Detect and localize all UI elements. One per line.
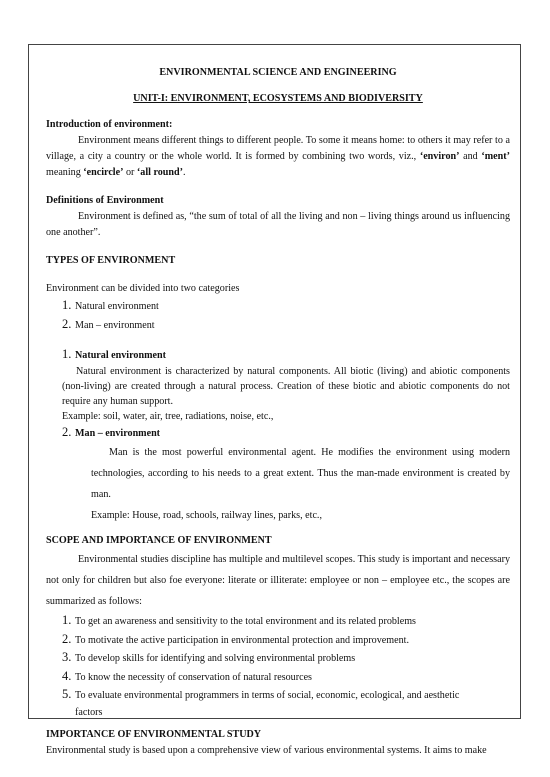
list-text: To motivate the active participation in environmental protection and improvement.: [75, 634, 409, 646]
importance-heading: IMPORTANCE OF ENVIRONMENTAL STUDY: [46, 728, 262, 740]
section-number: 2.: [62, 425, 72, 439]
unit-title: UNIT-I: ENVIRONMENT, ECOSYSTEMS AND BIODIVERSITY: [133, 93, 423, 104]
list-number: 1.: [62, 613, 72, 627]
list-item-continuation: factors: [75, 706, 103, 718]
natural-example: Example: soil, water, air, tree, radiations, noise, etc.,: [62, 411, 274, 422]
intro-heading: Introduction of environment:: [46, 119, 173, 130]
list-item: [62, 668, 510, 687]
list-text: To get an awareness and sensitivity to the total environment and its related problems: [75, 616, 416, 627]
list-text: Man – environment: [75, 319, 155, 331]
intro-and: and: [459, 151, 482, 162]
section-number: 1.: [62, 347, 72, 361]
man-section: [46, 424, 510, 442]
list-text: To develop skills for identifying and solving environmental problems: [75, 653, 356, 664]
page-content: [29, 45, 520, 759]
document-title: ENVIRONMENTAL SCIENCE AND ENGINEERING: [159, 67, 397, 78]
page-frame: [28, 44, 521, 756]
list-number: 2.: [62, 631, 72, 646]
list-text: To evaluate environmental programmers in terms of social, economic, ecological, and aesthetic: [75, 690, 460, 701]
list-item: [62, 316, 510, 335]
intro-or: or: [123, 167, 137, 178]
intro-paragraph: [46, 133, 510, 181]
importance-paragraph: Environmental study is based upon a comprehensive view of various environmental systems. It aims to make: [46, 744, 487, 756]
man-paragraph: Man is the most powerful environmental agent. He modifies the environment using modern technologies, according to his needs to a great extent. Thus the man-made environment is created by man.: [91, 447, 510, 500]
scope-list: [46, 612, 510, 720]
scope-heading: SCOPE AND IMPORTANCE OF ENVIRONMENT: [46, 535, 272, 546]
list-item: [62, 612, 510, 631]
definitions-paragraph: Environment is defined as, “the sum of total of all the living and non – living things around us influencing one another”.: [46, 211, 510, 238]
man-heading: Man – environment: [75, 428, 161, 439]
word-all-round: ‘all round’: [136, 167, 184, 178]
list-item: [62, 649, 510, 668]
types-heading: TYPES OF ENVIRONMENT: [46, 255, 176, 266]
list-number: 4.: [62, 668, 72, 683]
list-item: [62, 631, 510, 650]
intro-text: Environment means different things to different people. To some it means home: to others it may refer to a village, a city a country or the whole world. It is formed by combining two words, viz.,: [46, 135, 510, 162]
list-text: Natural environment: [75, 301, 159, 312]
man-example: Example: House, road, schools, railway lines, parks, etc.,: [91, 510, 322, 521]
intro-meaning: meaning: [46, 167, 84, 178]
scope-paragraph: Environmental studies discipline has multiple and multilevel scopes. This study is important and necessary not only for children but also foe everyone: literate or illiterate: employee or non – employee etc., the scopes are summarized as follows:: [46, 554, 510, 607]
definitions-heading: Definitions of Environment: [46, 195, 164, 206]
word-ment: ‘ment’: [481, 151, 510, 162]
natural-heading: Natural environment: [75, 350, 166, 361]
list-number: 3.: [62, 650, 72, 664]
word-encircle: ‘encircle’: [83, 167, 124, 178]
list-item: [62, 686, 510, 705]
natural-paragraph: Natural environment is characterized by natural components. All biotic (living) and abiotic components (non-living) are created through a natural process. Creation of these biotic and abiotic components do not require any human support.: [62, 366, 510, 407]
word-environ: ‘environ’: [419, 151, 460, 162]
list-text: To know the necessity of conservation of natural resources: [75, 671, 312, 683]
list-number: 1.: [62, 298, 72, 312]
list-number: 5.: [62, 687, 72, 701]
list-number: 2.: [62, 316, 72, 331]
intro-end: .: [183, 167, 186, 178]
list-item: [62, 297, 510, 316]
natural-section: [46, 346, 510, 364]
man-body: [46, 442, 510, 526]
types-intro: Environment can be divided into two categories: [46, 283, 240, 294]
category-list: [46, 297, 510, 334]
